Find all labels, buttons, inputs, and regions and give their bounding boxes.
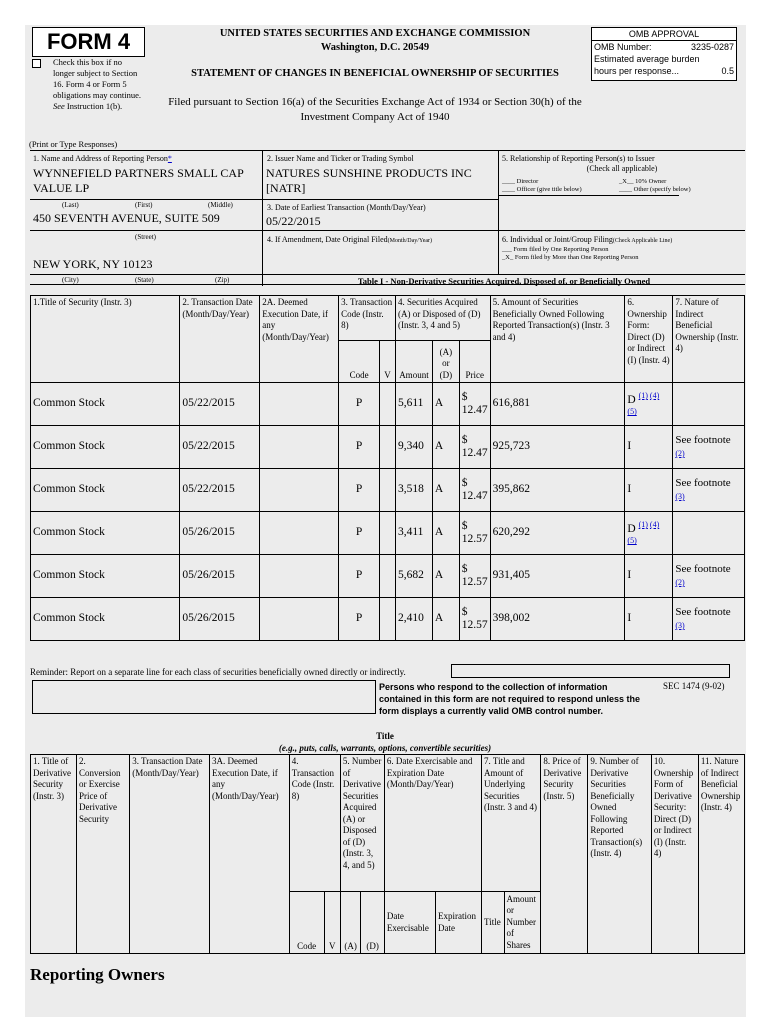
table2 <box>30 754 745 954</box>
t1-code-header: Code <box>339 341 380 383</box>
v-cell <box>380 555 396 598</box>
price-value: 12.57 <box>461 619 488 631</box>
t2-col3-header: 3. Transaction Date (Month/Day/Year) <box>130 755 210 954</box>
table-row <box>31 383 745 426</box>
t2-col3a-header: 3A. Deemed Execution Date, if any (Month/Day/Year) <box>210 755 290 954</box>
transaction-code: P <box>339 469 380 512</box>
checkbox-see: See <box>53 101 65 111</box>
t2-title-header: Title <box>482 892 505 954</box>
other-label: Other (specify below) <box>633 186 691 193</box>
footnote-4-link[interactable]: (4) <box>649 391 660 401</box>
transaction-date: 05/22/2015 <box>180 426 260 469</box>
price-symbol: $ <box>461 391 468 403</box>
omb-number-label: OMB Number: <box>594 42 652 52</box>
deemed-date <box>260 469 339 512</box>
reminder-text: Reminder: Report on a separate line for each class of securities beneficially owned directly or indirectly. <box>30 667 406 677</box>
transaction-date: 05/22/2015 <box>180 469 260 512</box>
reporting-person-address: 450 SEVENTH AVENUE, SUITE 509 <box>33 211 220 225</box>
t2-col10-header: 10. Ownership Form of Derivative Security: Direct (D) or Indirect (I) (Instr. 4) <box>651 755 698 954</box>
no-longer-subject-checkbox[interactable] <box>32 59 41 68</box>
box5-relationship <box>499 151 745 230</box>
reporting-info-grid <box>30 150 745 285</box>
price-symbol: $ <box>461 434 468 446</box>
t2-col9-header: 9. Number of Derivative Securities Beneficially Owned Following Reported Transaction(s) (Instr. 4) <box>588 755 651 954</box>
v-cell <box>380 426 396 469</box>
officer-label: Officer (give title below) <box>516 186 582 193</box>
box4-label <box>267 235 432 246</box>
nature-of-ownership <box>673 426 745 469</box>
footnote-1-link[interactable]: (1) <box>638 391 648 401</box>
t1-col5-header: 5. Amount of Securities Beneficially Owned Following Reported Transaction(s) (Instr. 3 and 4) <box>490 296 625 383</box>
acquired-disposed: A <box>432 512 459 555</box>
transaction-code: P <box>339 383 380 426</box>
label-zip: (Zip) <box>215 276 230 284</box>
ownership-form <box>625 383 673 426</box>
box4-sub: (Month/Day/Year) <box>387 238 433 244</box>
label-middle: (Middle) <box>208 201 233 209</box>
nature-footnote-link[interactable]: (2) <box>675 449 685 458</box>
acquired-disposed: A <box>432 555 459 598</box>
omb-hours-label: hours per response... <box>594 66 680 76</box>
box4-amendment <box>263 230 499 274</box>
ownership-form <box>625 469 673 512</box>
deemed-date <box>260 512 339 555</box>
amount: 5,682 <box>395 555 432 598</box>
t1-amount-header: Amount <box>395 341 432 383</box>
persons-notice: Persons who respond to the collection of information contained in this form are not required to respond unless the form displays a currently valid OMB control number. <box>379 682 641 716</box>
security-title: Common Stock <box>31 598 180 641</box>
checkbox-label <box>53 57 145 112</box>
form-page <box>25 25 746 1017</box>
sec-code: SEC 1474 (9-02) <box>663 681 725 691</box>
price-value: 12.57 <box>461 576 488 588</box>
ownership-form-value: I <box>627 483 632 496</box>
footnote-1-link[interactable]: (1) <box>638 520 648 530</box>
box3-earliest-date <box>263 199 499 230</box>
t2-exp-header: Expiration Date <box>436 892 482 954</box>
transaction-date: 05/26/2015 <box>180 555 260 598</box>
deemed-date <box>260 426 339 469</box>
table-row <box>31 555 745 598</box>
one-person-option[interactable]: ___ Form filed by One Reporting Person <box>502 246 609 253</box>
v-cell <box>380 512 396 555</box>
t1-col2a-header: 2A. Deemed Execution Date, if any (Month/Day/Year) <box>260 296 339 383</box>
box4-label-text: 4. If Amendment, Date Original Filed <box>267 235 388 244</box>
ten-pct-owner-option[interactable]: _X__ 10% Owner <box>619 178 667 185</box>
table1 <box>30 295 745 641</box>
table2-title-text: Title <box>376 731 394 741</box>
t2-col11-header: 11. Nature of Indirect Beneficial Ownership (Instr. 4) <box>698 755 744 954</box>
transaction-code: P <box>339 598 380 641</box>
ownership-form <box>625 426 673 469</box>
reporting-person-name: WYNNEFIELD PARTNERS SMALL CAP VALUE LP <box>33 166 244 195</box>
price <box>459 469 490 512</box>
price-symbol: $ <box>461 520 468 532</box>
nature-text: See footnote <box>675 434 731 446</box>
nature-footnote-link[interactable]: (2) <box>675 578 685 587</box>
nature-of-ownership <box>673 383 745 426</box>
price-value: 12.47 <box>461 404 488 416</box>
footnote-4-link[interactable]: (4) <box>649 520 660 530</box>
owned-following: 616,881 <box>490 383 625 426</box>
nature-text: See footnote <box>675 563 731 575</box>
price-value: 12.47 <box>461 490 488 502</box>
other-option[interactable]: ____ Other (specify below) <box>619 186 691 193</box>
ownership-form-value: I <box>627 612 632 625</box>
security-title: Common Stock <box>31 426 180 469</box>
t1-price-header: Price <box>459 341 490 383</box>
nature-of-ownership <box>673 512 745 555</box>
security-title: Common Stock <box>31 555 180 598</box>
table1-title: Table I - Non-Derivative Securities Acquired, Disposed of, or Beneficially Owned <box>263 274 745 286</box>
omb-hours: 0.5 <box>721 66 734 76</box>
notice-blank-box <box>32 680 376 714</box>
t2-a-header: (A) <box>340 892 360 954</box>
price <box>459 383 490 426</box>
security-title: Common Stock <box>31 383 180 426</box>
table2-subtitle: (e.g., puts, calls, warrants, options, convertible securities) <box>278 743 492 753</box>
acquired-disposed: A <box>432 469 459 512</box>
price-symbol: $ <box>461 606 468 618</box>
t2-col7-header: 7. Title and Amount of Underlying Securities (Instr. 3 and 4) <box>482 755 541 892</box>
price-symbol: $ <box>461 477 468 489</box>
acquired-disposed: A <box>432 426 459 469</box>
acquired-disposed: A <box>432 383 459 426</box>
more-persons-option[interactable]: _X_ Form filed by More than One Reporting Person <box>502 254 639 261</box>
box2-label: 2. Issuer Name and Ticker or Trading Symbol <box>267 154 414 163</box>
ownership-form-value: I <box>627 440 632 453</box>
print-type-note: (Print or Type Responses) <box>29 139 118 149</box>
nature-of-ownership <box>673 555 745 598</box>
omb-burden-label: Estimated average burden <box>594 54 700 64</box>
earliest-transaction-date: 05/22/2015 <box>266 214 321 228</box>
nature-of-ownership <box>673 469 745 512</box>
label-street: (Street) <box>135 233 156 241</box>
ownership-form <box>625 598 673 641</box>
t2-date-ex-header: Date Exercisable <box>384 892 435 954</box>
price-symbol: $ <box>461 563 468 575</box>
price <box>459 426 490 469</box>
amount: 2,410 <box>395 598 432 641</box>
nature-text: See footnote <box>675 477 731 489</box>
agency-header <box>175 27 575 55</box>
officer-option[interactable]: ____ Officer (give title below) <box>502 186 582 193</box>
box5-sub: (Check all applicable) <box>586 164 658 173</box>
box6-sub: (Check Applicable Line) <box>612 238 673 244</box>
nature-of-ownership <box>673 598 745 641</box>
t2-amount-header: Amount or Number of Shares <box>504 892 541 954</box>
t2-col5-header: 5. Number of Derivative Securities Acquired (A) or Disposed of (D) (Instr. 3, 4, and 5) <box>340 755 384 892</box>
omb-title: OMB APPROVAL <box>592 28 736 41</box>
footnote-5-link[interactable]: (5) <box>627 536 637 546</box>
security-title: Common Stock <box>31 469 180 512</box>
deemed-date <box>260 598 339 641</box>
reporting-owners-heading: Reporting Owners <box>30 965 165 984</box>
table2-title <box>175 730 595 754</box>
price-value: 12.47 <box>461 447 488 459</box>
director-label: Director <box>516 178 539 185</box>
nature-footnote-link[interactable]: (3) <box>675 492 685 501</box>
amount: 3,411 <box>395 512 432 555</box>
table-row <box>31 512 745 555</box>
transaction-code: P <box>339 555 380 598</box>
t2-code-header: Code <box>289 892 324 954</box>
box5-label: 5. Relationship of Reporting Person(s) to Issuer <box>502 154 655 163</box>
director-option[interactable]: ____ Director <box>502 178 539 185</box>
t1-body <box>31 383 745 641</box>
t1-col7-header: 7. Nature of Indirect Beneficial Ownership (Instr. 4) <box>673 296 745 383</box>
deemed-date <box>260 555 339 598</box>
price <box>459 598 490 641</box>
transaction-date: 05/26/2015 <box>180 598 260 641</box>
owned-following: 395,862 <box>490 469 625 512</box>
box1-reporting-person <box>30 151 263 286</box>
checkbox-text: Check this box if no longer subject to Section 16. Form 4 or Form 5 obligations may continue. <box>53 57 142 100</box>
form-title-box <box>32 27 145 57</box>
t1-v-header: V <box>380 341 396 383</box>
table-row <box>31 469 745 512</box>
t1-col4-header: 4. Securities Acquired (A) or Disposed of (D) (Instr. 3, 4 and 5) <box>395 296 490 341</box>
omb-number: 3235-0287 <box>690 42 734 52</box>
statement-title: STATEMENT OF CHANGES IN BENEFICIAL OWNERSHIP OF SECURITIES <box>191 68 559 79</box>
box2-issuer <box>263 151 499 199</box>
price <box>459 512 490 555</box>
box1-label <box>33 154 172 163</box>
t2-col6-header: 6. Date Exercisable and Expiration Date (Month/Day/Year) <box>384 755 481 892</box>
box6-filing-type <box>499 230 745 274</box>
ownership-form-value: D <box>627 393 636 406</box>
t2-col2-header: 2. Conversion or Exercise Price of Derivative Security <box>77 755 130 954</box>
t2-col1-header: 1. Title of Derivative Security (Instr. 3) <box>31 755 77 954</box>
nature-text: See footnote <box>675 606 731 618</box>
t1-col3-header: 3. Transaction Code (Instr. 8) <box>339 296 396 341</box>
agency-city: Washington, D.C. 20549 <box>320 42 430 53</box>
acquired-disposed: A <box>432 598 459 641</box>
t1-col2-header: 2. Transaction Date (Month/Day/Year) <box>180 296 260 383</box>
transaction-code: P <box>339 426 380 469</box>
t2-v-header: V <box>324 892 340 954</box>
label-first: (First) <box>135 201 153 209</box>
amount: 9,340 <box>395 426 432 469</box>
nature-footnote-link[interactable]: (3) <box>675 621 685 630</box>
form-title: FORM 4 <box>46 29 131 54</box>
t1-aord-header: (A) or (D) <box>432 341 459 383</box>
amount: 5,611 <box>395 383 432 426</box>
ownership-form <box>625 512 673 555</box>
box1-asterisk-link[interactable]: * <box>167 154 172 163</box>
filed-pursuant: Filed pursuant to Section 16(a) of the Securities Exchange Act of 1934 or Section 30(h) of the Investment Company Act of 1940 <box>168 96 582 123</box>
t1-col6-header: 6. Ownership Form: Direct (D) or Indirect (I) (Instr. 4) <box>625 296 673 383</box>
label-state: (State) <box>135 276 154 284</box>
t2-col8-header: 8. Price of Derivative Security (Instr. 5) <box>541 755 588 954</box>
reporting-person-city: NEW YORK, NY 10123 <box>33 257 153 271</box>
box1-label-text: 1. Name and Address of Reporting Person <box>33 154 168 163</box>
label-city: (City) <box>62 276 79 284</box>
owned-following: 620,292 <box>490 512 625 555</box>
t2-col4-header: 4. Transaction Code (Instr. 8) <box>289 755 340 892</box>
footnote-5-link[interactable]: (5) <box>627 407 637 417</box>
agency-name: UNITED STATES SECURITIES AND EXCHANGE COMMISSION <box>219 28 531 39</box>
t2-d-header: (D) <box>361 892 385 954</box>
transaction-date: 05/22/2015 <box>180 383 260 426</box>
checkbox-instr: Instruction 1(b). <box>66 101 123 111</box>
issuer-name: NATURES SUNSHINE PRODUCTS INC [NATR] <box>266 166 472 195</box>
transaction-date: 05/26/2015 <box>180 512 260 555</box>
box3-label: 3. Date of Earliest Transaction (Month/Day/Year) <box>267 203 426 212</box>
table-row <box>31 426 745 469</box>
owned-following: 925,723 <box>490 426 625 469</box>
price-value: 12.57 <box>461 533 488 545</box>
t1-col1-header: 1.Title of Security (Instr. 3) <box>31 296 180 383</box>
ownership-form <box>625 555 673 598</box>
security-title: Common Stock <box>31 512 180 555</box>
label-last: (Last) <box>62 201 79 209</box>
price <box>459 555 490 598</box>
v-cell <box>380 469 396 512</box>
transaction-code: P <box>339 512 380 555</box>
ownership-form-value: D <box>627 522 636 535</box>
amount: 3,518 <box>395 469 432 512</box>
omb-approval-box <box>591 27 737 81</box>
v-cell <box>380 598 396 641</box>
deemed-date <box>260 383 339 426</box>
owned-following: 398,002 <box>490 598 625 641</box>
v-cell <box>380 383 396 426</box>
ownership-form-value: I <box>627 569 632 582</box>
owned-following: 931,405 <box>490 555 625 598</box>
reminder-box <box>451 664 730 678</box>
table-row <box>31 598 745 641</box>
box6-label-text: 6. Individual or Joint/Group Filing <box>502 235 613 244</box>
